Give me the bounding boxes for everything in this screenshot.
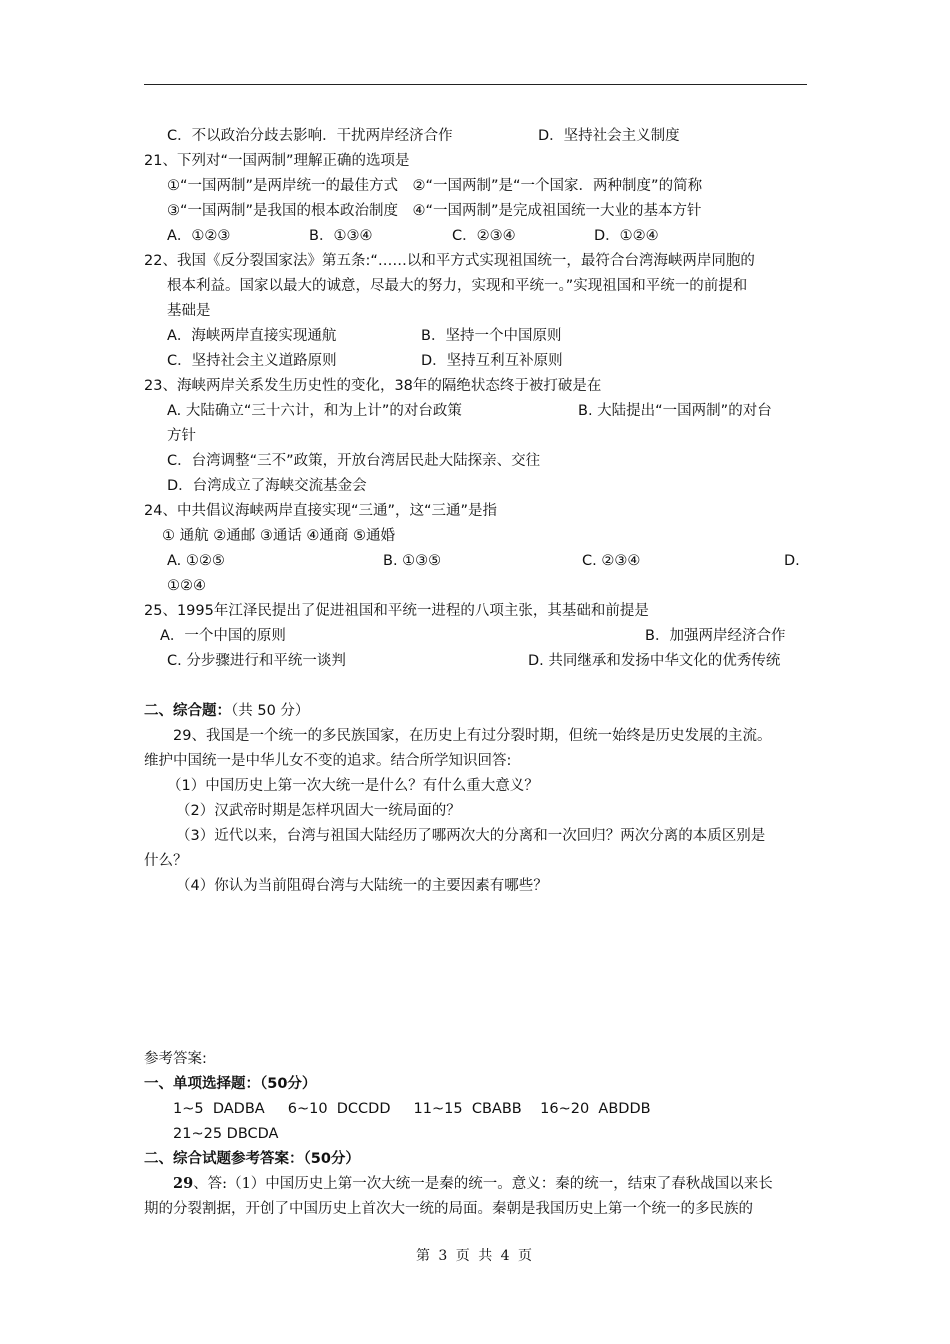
q22-stem-line2: 根本利益。国家以最大的诚意，尽最大的努力，实现和平统一。”实现祖国和平统一的前提和	[167, 278, 748, 294]
q29-intro-line2: 维护中国统一是中华儿女不变的追求。结合所学知识回答:	[144, 753, 512, 769]
answer29-line2: 期的分裂割据，开创了中国历史上首次大一统的局面。秦朝是我国历史上第一个统一的多民族的	[144, 1201, 753, 1217]
q24-option-d-cont: ①②④	[167, 578, 206, 594]
q23-option-b-cont: 方针	[167, 428, 196, 444]
q29-part3: （3）近代以来，台湾与祖国大陆经历了哪两次大的分离和一次回归？两次分离的本质区别是	[176, 828, 766, 844]
q23-option-a: A. 大陆确立“三十六计，和为上计”的对台政策	[167, 403, 462, 419]
answers-section1: 一、单项选择题：（50分）	[144, 1076, 317, 1092]
q24-option-b: B. ①③⑤	[383, 553, 442, 569]
q22-option-a: A．海峡两岸直接实现通航	[167, 328, 337, 344]
q25-option-b: B．加强两岸经济合作	[645, 628, 786, 644]
q29-part4: （4）你认为当前阻碍台湾与大陆统一的主要因素有哪些？	[176, 878, 548, 894]
q24-option-a: A. ①②⑤	[167, 553, 225, 569]
q29-intro-line1: 29、我国是一个统一的多民族国家，在历史上有过分裂时期，但统一始终是历史发展的主流。	[173, 728, 772, 744]
answer29-text: 、答:（1）中国历史上第一次大统一是秦的统一。意义：秦的统一，结束了春秋战国以来长	[193, 1176, 773, 1192]
q29-part3-cont: 什么？	[144, 853, 188, 869]
answer29-line1	[173, 1174, 773, 1194]
q21-statements-1: ①“一国两制”是两岸统一的最佳方式 ②“一国两制”是“一个国家．两种制度”的简称	[167, 178, 703, 194]
q21-stem: 21、下列对“一国两制”理解正确的选项是	[144, 153, 410, 169]
q21-option-a: A．①②③	[167, 228, 231, 244]
q22-stem-line3: 基础是	[167, 303, 211, 319]
q25-option-d: D. 共同继承和发扬中华文化的优秀传统	[528, 653, 781, 669]
q22-stem-line1: 22、我国《反分裂国家法》第五条:“……以和平方式实现祖国统一，最符合台湾海峡两岸同胞的	[144, 253, 755, 269]
answers-section2: 二、综合试题参考答案：（50分）	[144, 1151, 360, 1167]
answers-row2: 21~25 DBCDA	[173, 1126, 279, 1142]
header-rule	[144, 84, 807, 85]
q24-option-c: C. ②③④	[582, 553, 641, 569]
q21-option-b: B．①③④	[309, 228, 373, 244]
section2-score: （共 50 分）	[231, 703, 310, 719]
q24-stem: 24、中共倡议海峡两岸直接实现“三通”，这“三通”是指	[144, 503, 497, 519]
q24-option-d: D.	[784, 553, 800, 569]
answers-title: 参考答案:	[144, 1051, 207, 1067]
answers-row1: 1~5 DADBA 6~10 DCCDD 11~15 CBABB 16~20 ABDDB	[173, 1101, 651, 1117]
answer29-number: 29	[173, 1175, 194, 1192]
q23-option-d: D．台湾成立了海峡交流基金会	[167, 478, 367, 494]
q22-option-b: B．坚持一个中国原则	[421, 328, 562, 344]
page-footer: 第 3 页 共 4 页	[415, 1248, 535, 1264]
q22-option-c: C．坚持社会主义道路原则	[167, 353, 337, 369]
q22-option-d: D．坚持互利互补原则	[421, 353, 563, 369]
q24-items: ① 通航 ②通邮 ③通话 ④通商 ⑤通婚	[162, 528, 396, 544]
q21-option-d: D．①②④	[594, 228, 659, 244]
q21-statements-2: ③“一国两制”是我国的根本政治制度 ④“一国两制”是完成祖国统一大业的基本方针	[167, 203, 702, 219]
q29-part1: （1）中国历史上第一次大统一是什么？有什么重大意义？	[167, 778, 539, 794]
q23-stem: 23、海峡两岸关系发生历史性的变化，38年的隔绝状态终于被打破是在	[144, 378, 602, 394]
q25-stem: 25、1995年江泽民提出了促进祖国和平统一进程的八项主张，其基础和前提是	[144, 603, 649, 619]
q20-option-c: C．不以政治分歧去影响．干扰两岸经济合作	[167, 128, 453, 144]
section2-title: 二、综合题：	[144, 703, 231, 719]
q25-option-c: C. 分步骤进行和平统一谈判	[167, 653, 346, 669]
q23-option-b: B. 大陆提出“一国两制”的对台	[578, 403, 772, 419]
q29-part2: （2）汉武帝时期是怎样巩固大一统局面的？	[176, 803, 461, 819]
q23-option-c: C．台湾调整“三不”政策，开放台湾居民赴大陆探亲、交往	[167, 453, 541, 469]
section2-heading	[144, 701, 309, 721]
q21-option-c: C．②③④	[452, 228, 516, 244]
q20-option-d: D．坚持社会主义制度	[538, 128, 680, 144]
q25-option-a: A．一个中国的原则	[160, 628, 286, 644]
